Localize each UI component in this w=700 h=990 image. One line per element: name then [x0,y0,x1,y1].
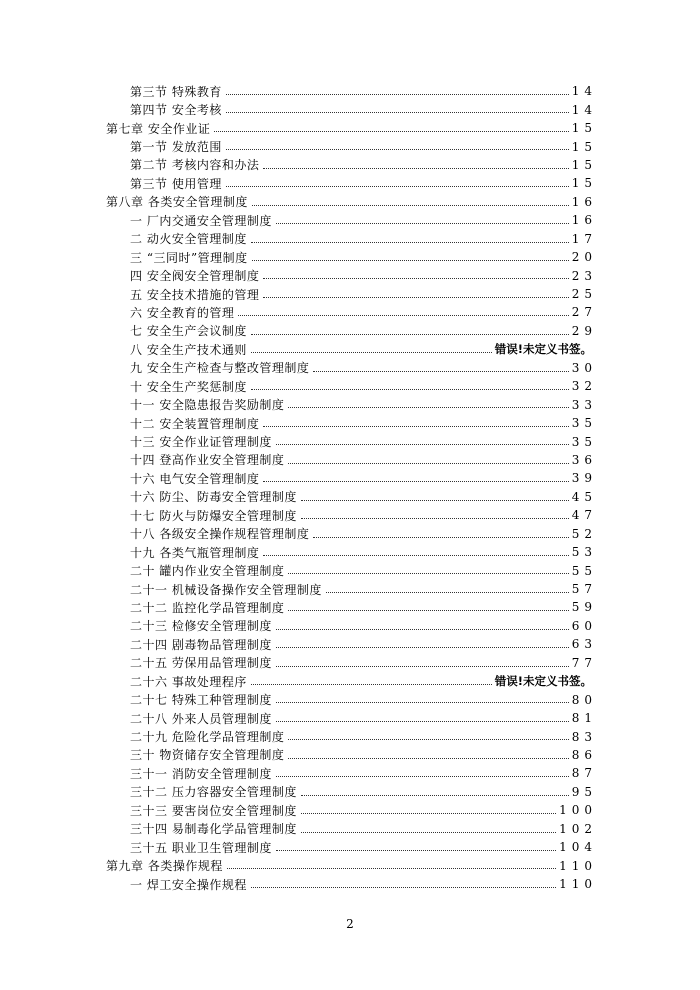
toc-entry-row[interactable] [0,230,700,248]
toc-dot-leader [301,509,569,519]
toc-page-number: 14 [571,84,597,99]
toc-entry-row[interactable] [0,506,700,524]
toc-dot-leader [263,288,568,298]
toc-entry-title: 第九章 各类操作规程 [106,859,223,874]
toc-entry-title: 第三节 使用管理 [130,176,222,191]
toc-dot-leader [263,159,568,169]
toc-page-number: 16 [571,213,597,228]
toc-page-number: 15 [571,121,597,136]
toc-page-number: 60 [571,618,597,633]
toc-dot-leader [288,454,568,464]
toc-dot-leader [238,306,568,316]
toc-entry-title: 十九 各类气瓶管理制度 [130,545,260,560]
toc-dot-leader [226,177,569,187]
toc-entry-row[interactable] [0,451,700,469]
toc-entry-row[interactable] [0,838,700,856]
toc-entry-title: 二十五 劳保用品管理制度 [130,656,272,671]
toc-entry-title: 五 安全技术措施的管理 [130,287,260,302]
toc-entry-row[interactable] [0,322,700,340]
toc-error-reference: 错误!未定义书签。 [494,342,592,357]
toc-entry-row[interactable] [0,820,700,838]
toc-entry-title: 四 安全阀安全管理制度 [130,269,260,284]
toc-page-number: 29 [571,323,597,338]
toc-entry-row[interactable] [0,690,700,708]
toc-dot-leader [313,362,568,372]
toc-entry-row[interactable] [0,525,700,543]
toc-entry-row[interactable] [0,875,700,893]
toc-entry-title: 三十三 要害岗位安全管理制度 [130,803,297,818]
toc-entry-row[interactable] [0,764,700,782]
toc-entry-row[interactable] [0,746,700,764]
toc-page-number: 55 [571,563,597,578]
toc-entry-row[interactable] [0,543,700,561]
toc-dot-leader [276,435,569,445]
toc-dot-leader [214,122,568,132]
toc-page-number: 77 [571,655,597,670]
toc-entry-row[interactable] [0,414,700,432]
toc-entry-title: 二十八 外来人员管理制度 [130,711,272,726]
toc-chapter-row[interactable] [0,193,700,211]
toc-entry-row[interactable] [0,82,700,100]
toc-page-number: 80 [571,692,597,707]
toc-page-number: 83 [571,729,597,744]
toc-dot-leader [251,343,492,353]
toc-entry-row[interactable] [0,783,700,801]
toc-entry-title: 三十一 消防安全管理制度 [130,766,272,781]
toc-entry-title: 六 安全教育的管理 [130,305,235,320]
toc-entry-row[interactable] [0,598,700,616]
toc-entry-row[interactable] [0,617,700,635]
toc-dot-leader [301,491,569,501]
toc-page-number: 15 [571,176,597,191]
toc-page-number: 35 [571,416,597,431]
toc-dot-leader [276,767,569,777]
toc-entry-row[interactable] [0,488,700,506]
toc-entry-title: 三十 物资储存安全管理制度 [130,748,285,763]
toc-dot-leader [276,657,569,667]
toc-entry-row[interactable] [0,672,700,690]
toc-page-number: 95 [571,784,597,799]
toc-entry-title: 二十六 事故处理程序 [130,674,247,689]
toc-entry-row[interactable] [0,561,700,579]
toc-page-number: 25 [571,287,597,302]
toc-entry-row[interactable] [0,432,700,450]
toc-entry-row[interactable] [0,801,700,819]
toc-page-number: 39 [571,471,597,486]
toc-entry-title: 二十七 特殊工种管理制度 [130,693,272,708]
page-number: 2 [346,917,354,931]
toc-dot-leader [301,823,556,833]
toc-dot-leader [326,583,569,593]
toc-dot-leader [263,546,568,556]
toc-entry-row[interactable] [0,727,700,745]
toc-entry-title: 九 安全生产检查与整改管理制度 [130,361,310,376]
toc-entry-row[interactable] [0,709,700,727]
toc-page-number: 47 [571,508,597,523]
toc-dot-leader [226,140,569,150]
toc-page-number: 53 [571,545,597,560]
toc-entry-row[interactable] [0,100,700,118]
toc-entry-title: 三十四 易制毒化学品管理制度 [130,822,297,837]
toc-entry-row[interactable] [0,340,700,358]
toc-entry-title: 八 安全生产技术通则 [130,342,247,357]
toc-dot-leader [251,675,492,685]
toc-page-number: 15 [571,139,597,154]
toc-dot-leader [276,214,569,224]
toc-dot-leader [251,380,569,390]
toc-entry-row[interactable] [0,635,700,653]
toc-entry-row[interactable] [0,248,700,266]
toc-dot-leader [251,325,569,335]
toc-dot-leader [252,251,569,261]
toc-dot-leader [313,528,568,538]
toc-dot-leader [288,398,568,408]
toc-page-number: 104 [559,840,597,855]
toc-entry-title: 七 安全生产会议制度 [130,324,247,339]
toc-chapter-row[interactable] [0,856,700,874]
toc-entry-row[interactable] [0,469,700,487]
toc-entry-title: 三十五 职业卫生管理制度 [130,840,272,855]
toc-dot-leader [251,233,569,243]
toc-page-number: 30 [571,360,597,375]
toc-entry-row[interactable] [0,137,700,155]
toc-error-reference: 错误!未定义书签。 [494,674,592,689]
toc-entry-title: 十二 安全装置管理制度 [130,416,260,431]
toc-dot-leader [288,564,568,574]
toc-entry-title: 二十一 机械设备操作安全管理制度 [130,582,322,597]
toc-page-number: 14 [571,102,597,117]
toc-page-number: 52 [571,526,597,541]
toc-entry-row[interactable] [0,580,700,598]
toc-entry-title: 二十三 检修安全管理制度 [130,619,272,634]
table-of-contents [0,82,700,893]
toc-entry-title: 三十二 压力容器安全管理制度 [130,785,297,800]
toc-entry-title: 十八 各级安全操作规程管理制度 [130,527,310,542]
toc-dot-leader [301,786,569,796]
toc-entry-title: 一 厂内交通安全管理制度 [130,213,272,228]
toc-entry-title: 二十 罐内作业安全管理制度 [130,564,285,579]
toc-page-number: 45 [571,489,597,504]
toc-dot-leader [226,85,569,95]
toc-page-number: 27 [571,305,597,320]
toc-dot-leader [288,749,568,759]
toc-entry-title: 十六 电气安全管理制度 [130,471,260,486]
toc-dot-leader [276,712,569,722]
toc-chapter-row[interactable] [0,119,700,137]
toc-page-number: 32 [571,379,597,394]
toc-entry-title: 十四 登高作业安全管理制度 [130,453,285,468]
toc-dot-leader [301,804,556,814]
toc-entry-row[interactable] [0,156,700,174]
toc-entry-title: 二十二 监控化学品管理制度 [130,600,285,615]
toc-page-number: 86 [571,747,597,762]
toc-page-number: 59 [571,600,597,615]
toc-dot-leader [252,196,569,206]
toc-page-number: 100 [559,803,597,818]
toc-entry-row[interactable] [0,174,700,192]
toc-page-number: 110 [559,858,597,873]
toc-dot-leader [226,103,569,113]
toc-page-number: 102 [559,821,597,836]
toc-dot-leader [288,730,568,740]
toc-page-number: 17 [571,231,597,246]
toc-entry-title: 第一节 发放范围 [130,140,222,155]
toc-page-number: 110 [559,877,597,892]
toc-dot-leader [276,841,556,851]
toc-page-number: 35 [571,434,597,449]
toc-entry-title: 第四节 安全考核 [130,103,222,118]
toc-entry-title: 十三 安全作业证管理制度 [130,435,272,450]
toc-entry-title: 十一 安全隐患报告奖励制度 [130,398,285,413]
toc-page-number: 33 [571,397,597,412]
toc-entry-title: 第八章 各类安全管理制度 [106,195,248,210]
toc-page-number: 16 [571,194,597,209]
toc-page-number: 36 [571,452,597,467]
toc-entry-title: 二十九 危险化学品管理制度 [130,730,285,745]
toc-page-number: 15 [571,157,597,172]
toc-dot-leader [263,417,568,427]
toc-dot-leader [276,693,569,703]
toc-dot-leader [263,472,568,482]
toc-entry-title: 第二节 考核内容和办法 [130,158,260,173]
toc-entry-row[interactable] [0,266,700,284]
toc-entry-title: 二十四 剧毒物品管理制度 [130,637,272,652]
toc-dot-leader [227,859,556,869]
toc-page-number: 63 [571,637,597,652]
toc-entry-row[interactable] [0,654,700,672]
toc-page-number: 57 [571,582,597,597]
toc-page-number: 20 [571,250,597,265]
toc-dot-leader [288,601,568,611]
toc-page-number: 81 [571,711,597,726]
toc-entry-title: 十七 防火与防爆安全管理制度 [130,508,297,523]
toc-dot-leader [276,638,569,648]
toc-entry-row[interactable] [0,211,700,229]
toc-entry-row[interactable] [0,303,700,321]
toc-entry-row[interactable] [0,285,700,303]
toc-entry-title: 十六 防尘、防毒安全管理制度 [130,490,297,505]
toc-entry-title: 十 安全生产奖惩制度 [130,379,247,394]
toc-dot-leader [263,269,568,279]
toc-entry-row[interactable] [0,395,700,413]
toc-dot-leader [276,620,569,630]
toc-page-number: 23 [571,268,597,283]
toc-entry-title: 二 动火安全管理制度 [130,232,247,247]
toc-entry-row[interactable] [0,359,700,377]
toc-entry-title: 第七章 安全作业证 [106,121,211,136]
toc-page-number: 87 [571,766,597,781]
toc-entry-title: 第三节 特殊教育 [130,84,222,99]
toc-entry-title: 一 焊工安全操作规程 [130,877,247,892]
toc-dot-leader [251,878,556,888]
toc-entry-row[interactable] [0,377,700,395]
toc-entry-title: 三 “三同时”管理制度 [130,250,248,265]
